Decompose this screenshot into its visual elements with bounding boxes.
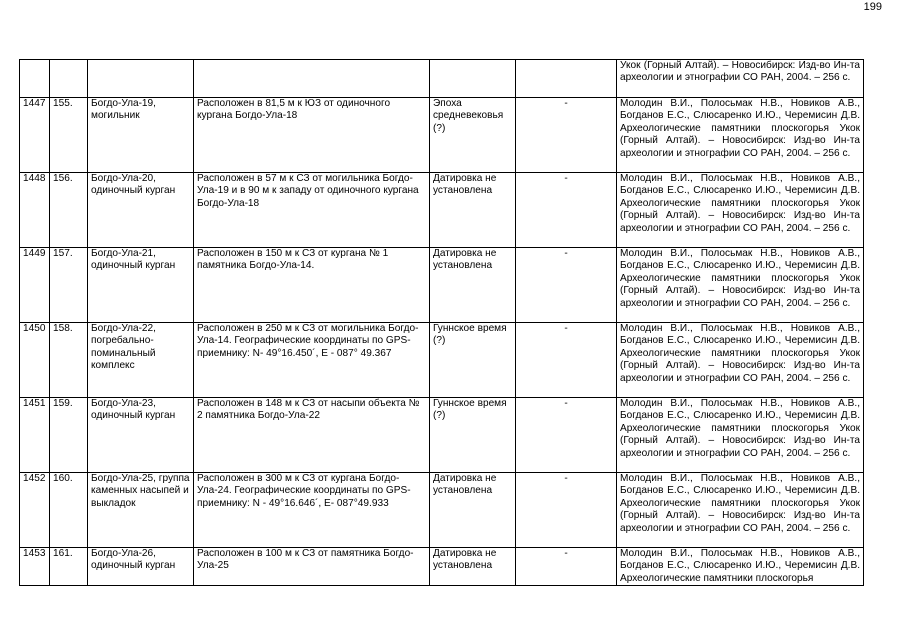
cell-number: 156. <box>50 173 88 248</box>
cell-name: Богдо-Ула-21, одиночный курган <box>88 248 194 323</box>
cell-extra: - <box>516 548 617 586</box>
cell-reference: Молодин В.И., Полосьмак Н.В., Новиков А.В., Богданов Е.С., Слюсаренко И.Ю., Черемисин Д.В. Археологические памятники плоскогорья Укок (Горный Алтай). – Новосибирск: Изд-во Ин-та археологии и этнографии СО РАН, 2004. – 256 с. <box>617 173 864 248</box>
table-row <box>20 323 864 398</box>
cell-id: 1453 <box>20 548 50 586</box>
cell-dating: Гуннское время (?) <box>430 398 516 473</box>
cell-id: 1448 <box>20 173 50 248</box>
cell-extra: - <box>516 398 617 473</box>
cell-dating: Гуннское время (?) <box>430 323 516 398</box>
cell-reference: Молодин В.И., Полосьмак Н.В., Новиков А.В., Богданов Е.С., Слюсаренко И.Ю., Черемисин Д.В. Археологические памятники плоскогорья Укок (Горный Алтай). – Новосибирск: Изд-во Ин-та археологии и этнографии СО РАН, 2004. – 256 с. <box>617 98 864 173</box>
cell-number: 158. <box>50 323 88 398</box>
cell-location: Расположен в 81,5 м к ЮЗ от одиночного кургана Богдо-Ула-18 <box>194 98 430 173</box>
table-row <box>20 173 864 248</box>
cell-name: Богдо-Ула-23, одиночный курган <box>88 398 194 473</box>
cell-id <box>20 60 50 98</box>
cell-number: 160. <box>50 473 88 548</box>
table-body <box>20 60 864 586</box>
cell-id: 1447 <box>20 98 50 173</box>
cell-reference: Молодин В.И., Полосьмак Н.В., Новиков А.В., Богданов Е.С., Слюсаренко И.Ю., Черемисин Д.В. Археологические памятники плоскогорья Укок (Горный Алтай). – Новосибирск: Изд-во Ин-та археологии и этнографии СО РАН, 2004. – 256 с. <box>617 248 864 323</box>
cell-id: 1450 <box>20 323 50 398</box>
cell-reference: Молодин В.И., Полосьмак Н.В., Новиков А.В., Богданов Е.С., Слюсаренко И.Ю., Черемисин Д.В. Археологические памятники плоскогорья Укок (Горный Алтай). – Новосибирск: Изд-во Ин-та археологии и этнографии СО РАН, 2004. – 256 с. <box>617 323 864 398</box>
cell-dating: Датировка не установлена <box>430 248 516 323</box>
table-row <box>20 398 864 473</box>
cell-extra: - <box>516 173 617 248</box>
page-number: 199 <box>863 1 882 13</box>
cell-location: Расположен в 100 м к СЗ от памятника Богдо-Ула-25 <box>194 548 430 586</box>
cell-id: 1452 <box>20 473 50 548</box>
cell-reference: Молодин В.И., Полосьмак Н.В., Новиков А.В., Богданов Е.С., Слюсаренко И.Ю., Черемисин Д.В. Археологические памятники плоскогорья Укок (Горный Алтай). – Новосибирск: Изд-во Ин-та археологии и этнографии СО РАН, 2004. – 256 с. <box>617 398 864 473</box>
cell-name <box>88 60 194 98</box>
cell-location: Расположен в 57 м к СЗ от могильника Богдо-Ула-19 и в 90 м к западу от одиночного кургана Богдо-Ула-18 <box>194 173 430 248</box>
cell-extra: - <box>516 323 617 398</box>
table-row <box>20 98 864 173</box>
cell-location: Расположен в 300 м к СЗ от кургана Богдо-Ула-24. Географические координаты по GPS-приемнику: N - 49°16.646´, E- 087°49.933 <box>194 473 430 548</box>
cell-id: 1449 <box>20 248 50 323</box>
table-row <box>20 248 864 323</box>
cell-name: Богдо-Ула-22, погребально-поминальный комплекс <box>88 323 194 398</box>
cell-reference: Укок (Горный Алтай). – Новосибирск: Изд-во Ин-та археологии и этнографии СО РАН, 2004. – 256 с. <box>617 60 864 98</box>
cell-number: 161. <box>50 548 88 586</box>
cell-location: Расположен в 148 м к СЗ от насыпи объекта № 2 памятника Богдо-Ула-22 <box>194 398 430 473</box>
cell-extra: - <box>516 248 617 323</box>
cell-location <box>194 60 430 98</box>
cell-reference: Молодин В.И., Полосьмак Н.В., Новиков А.В., Богданов Е.С., Слюсаренко И.Ю., Черемисин Д.В. Археологические памятники плоскогорья <box>617 548 864 586</box>
cell-extra: - <box>516 473 617 548</box>
cell-number: 157. <box>50 248 88 323</box>
cell-name: Богдо-Ула-25, группа каменных насыпей и выкладок <box>88 473 194 548</box>
cell-number: 159. <box>50 398 88 473</box>
cell-dating: Датировка не установлена <box>430 548 516 586</box>
cell-dating: Датировка не установлена <box>430 173 516 248</box>
cell-name: Богдо-Ула-19, могильник <box>88 98 194 173</box>
table-row-continuation <box>20 60 864 98</box>
table-row <box>20 548 864 586</box>
cell-number <box>50 60 88 98</box>
monuments-table <box>19 59 864 586</box>
cell-number: 155. <box>50 98 88 173</box>
cell-extra <box>516 60 617 98</box>
cell-extra: - <box>516 98 617 173</box>
cell-reference: Молодин В.И., Полосьмак Н.В., Новиков А.В., Богданов Е.С., Слюсаренко И.Ю., Черемисин Д.В. Археологические памятники плоскогорья Укок (Горный Алтай). – Новосибирск: Изд-во Ин-та археологии и этнографии СО РАН, 2004. – 256 с. <box>617 473 864 548</box>
cell-name: Богдо-Ула-20, одиночный курган <box>88 173 194 248</box>
cell-dating: Датировка не установлена <box>430 473 516 548</box>
table-row <box>20 473 864 548</box>
cell-dating <box>430 60 516 98</box>
cell-name: Богдо-Ула-26, одиночный курган <box>88 548 194 586</box>
cell-dating: Эпоха средневековья (?) <box>430 98 516 173</box>
cell-id: 1451 <box>20 398 50 473</box>
cell-location: Расположен в 250 м к СЗ от могильника Богдо-Ула-14. Географические координаты по GPS-приемнику: N- 49°16.450´, E - 087° 49.367 <box>194 323 430 398</box>
cell-location: Расположен в 150 м к СЗ от кургана № 1 памятника Богдо-Ула-14. <box>194 248 430 323</box>
